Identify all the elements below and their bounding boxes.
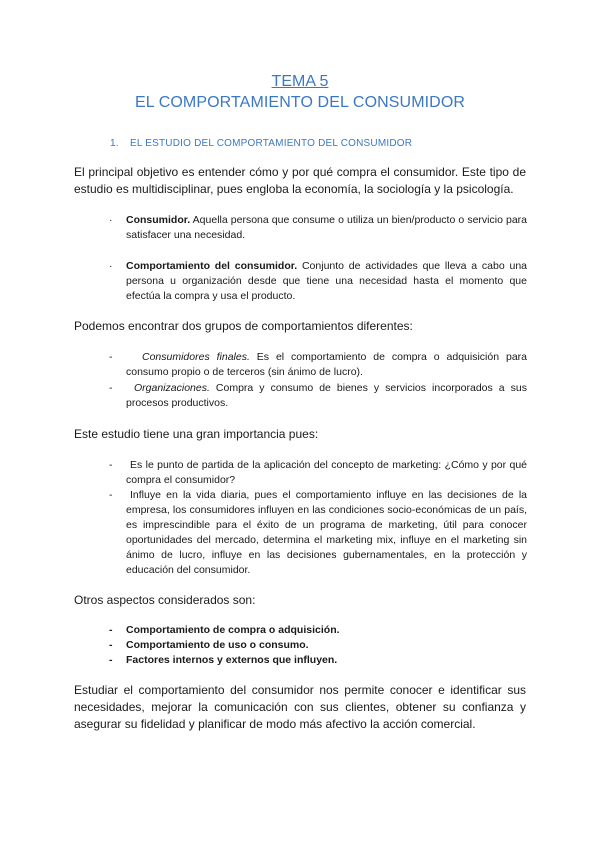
definition-term: Comportamiento del consumidor. <box>126 260 298 272</box>
section-heading <box>110 137 412 150</box>
bullet: - <box>109 351 113 363</box>
section-number: 1. <box>110 138 119 149</box>
topic-number: TEMA 5 <box>271 73 329 90</box>
list-item <box>109 638 527 653</box>
importance-item <box>109 488 527 578</box>
importance-intro: Este estudio tiene una gran importancia pues: <box>74 427 319 441</box>
groups-intro: Podemos encontrar dos grupos de comportamientos diferentes: <box>74 319 413 333</box>
list-item-text: Comportamiento de compra o adquisición. <box>126 624 340 636</box>
bullet: - <box>109 639 113 651</box>
conclusion-paragraph: Estudiar el comportamiento del consumidor nos permite conocer e identificar sus necesidades, mejorar la comunicación con sus clientes, obtener su confianza y asegurar su fidelidad y planificar de modo más afectivo la acción comercial. <box>74 683 526 731</box>
bullet: - <box>109 459 113 471</box>
group-term: Consumidores finales. <box>142 351 250 363</box>
group-text: Compra y consumo de bienes y servicios incorporados a sus procesos productivos. <box>126 382 527 409</box>
bullet: - <box>109 654 113 666</box>
importance-item <box>109 458 527 488</box>
list-item-text: Comportamiento de uso o consumo. <box>126 639 309 651</box>
bullet: - <box>109 624 113 636</box>
others-intro: Otros aspectos considerados son: <box>74 593 256 607</box>
list-item-text: Factores internos y externos que influyen. <box>126 654 338 666</box>
section-heading-text: EL ESTUDIO DEL COMPORTAMIENTO DEL CONSUMIDOR <box>130 138 413 149</box>
others-list <box>109 623 527 668</box>
definition-term: Consumidor. <box>126 214 191 226</box>
definition-item <box>109 213 527 243</box>
bullet: · <box>109 214 113 226</box>
group-item <box>109 381 527 411</box>
bullet: · <box>109 260 113 272</box>
group-text: Es el comportamiento de compra o adquisición para consumo propio o de terceros (sin ánimo de lucro). <box>126 351 527 378</box>
bullet: - <box>109 489 113 501</box>
intro-paragraph: El principal objetivo es entender cómo y por qué compra el consumidor. Este tipo de estudio es multidisciplinar, pues engloba la economía, la sociología y la psicología. <box>74 165 526 196</box>
page-title: EL COMPORTAMIENTO DEL CONSUMIDOR <box>134 94 466 111</box>
definition-text: Conjunto de actividades que lleva a cabo una persona u organización desde que tiene una necesidad hasta el momento que efectúa la compra y usa el producto. <box>126 260 527 302</box>
group-item <box>109 350 527 380</box>
importance-text: Es le punto de partida de la aplicación del concepto de marketing: ¿Cómo y por qué compra el consumidor? <box>126 459 527 486</box>
importance-text: Influye en la vida diaria, pues el comportamiento influye en las decisiones de la empresa, los consumidores influyen en las condiciones socio-económicas de un país, es imprescindible para el éxito de un programa de marketing, útil para conocer oportunidades del mercado, determina el marketing mix, influye en el marketing sin ánimo de lucro, influye en las decisiones gubernamentales, en la protección y educación del consumidor. <box>126 489 527 576</box>
list-item <box>109 623 527 638</box>
definition-text: Aquella persona que consume o utiliza un bien/producto o servicio para satisfacer una necesidad. <box>126 214 527 241</box>
group-term: Organizaciones. <box>134 382 210 394</box>
list-item <box>109 653 527 668</box>
definition-item <box>109 259 527 304</box>
bullet: - <box>109 382 113 394</box>
